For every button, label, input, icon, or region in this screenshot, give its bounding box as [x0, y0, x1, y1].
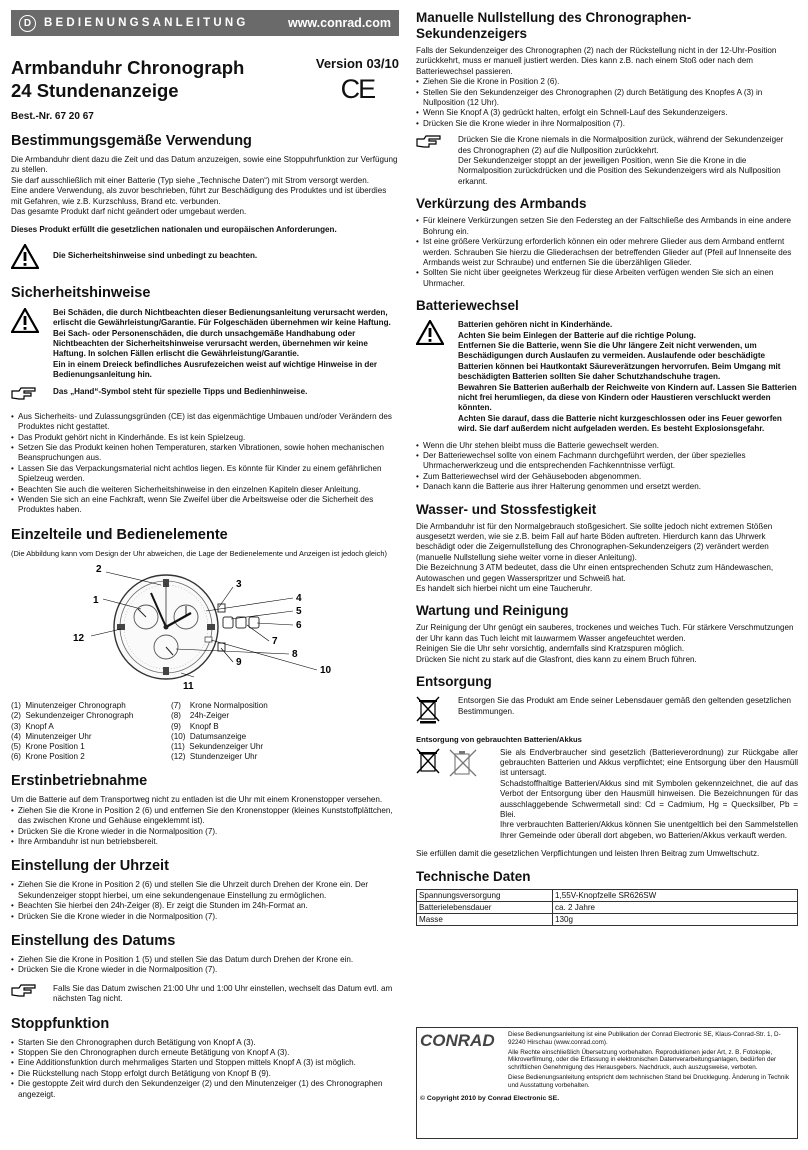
stop-heading: Stoppfunktion: [11, 1015, 110, 1032]
imprint-box: [416, 1027, 798, 1139]
callout-label: 11: [183, 681, 194, 693]
list-item: • Ihre Armbanduhr ist nun betriebsbereit.: [11, 837, 399, 847]
care-text: Zur Reinigung der Uhr genügt ein sauberes, trockenes und weiches Tuch. Für stärkere Verschmutzungen der Uhr kann das Tuch leicht mit lauwarmem Wasser angefeuchtet werden. Reinigen Sie die Uhr sehr vorsichtig, andernfalls sind Kratzspuren möglich. Drücken Sie nicht zu stark auf die Glasfront, dies kann zu einem Bruch führen.: [416, 623, 794, 664]
parts-heading: Einzelteile und Bedienelemente: [11, 526, 228, 543]
crossed-bin-icon: [416, 748, 440, 778]
language-badge: D: [19, 15, 36, 32]
header-bar: [11, 10, 399, 36]
list-item: • Das Produkt gehört nicht in Kinderhände. Es ist kein Spielzeug.: [11, 433, 399, 443]
list-item: • Ziehen Sie die Krone in Position 2 (6).: [416, 77, 798, 87]
list-item: • Lassen Sie das Verpackungsmaterial nicht achtlos liegen. Es könnte für Kinder zu einem gefährlichen Spielzeug werden.: [11, 464, 399, 485]
reset-list: [416, 77, 798, 129]
list-item: • Die gestoppte Zeit wird durch den Sekundenzeiger (2) und den Minutenzeiger (1) des Chronographen angezeigt.: [11, 1079, 399, 1100]
callout-label: 12: [73, 633, 85, 645]
battery-disposal-row: [416, 748, 798, 842]
battery-warning-text: Batterien gehören nicht in Kinderhände. Achten Sie beim Einlegen der Batterie auf die richtige Polung. Entfernen Sie die Batterie, wenn Sie die Uhr längere Zeit nicht verwenden, um Beschädigungen durch Auslaufen zu vermeiden. Auslaufende oder beschädigte Batterien können bei Hautkontakt Säureverätzungen hervorrufen. Beim Umgang mit beschädigten Batterien sollten Sie daher Schutzhandschuhe tragen. Bewahren Sie Batterien außerhalb der Reichweite von Kindern auf. Lassen Sie Batterien nicht frei herumliegen, da diese von Kindern oder Haustieren verschluckt werden könnten. Achten Sie darauf, dass die Batterie nicht kurzgeschlossen oder ins Feuer geworfen wird. Sie darf außerdem nicht aufgeladen werden. Es besteht Explosionsgefahr.: [458, 320, 797, 434]
reset-note: [416, 135, 798, 187]
crossed-battery-icon: [448, 748, 478, 778]
date-list: [11, 955, 399, 976]
tech-value: 1,55V-Knopfzelle SR626SW: [553, 889, 798, 901]
header-title: BEDIENUNGSANLEITUNG: [44, 17, 249, 29]
date-note: [11, 984, 399, 1005]
part-item: (8) 24h-Zeiger: [171, 711, 230, 721]
header-url[interactable]: www.conrad.com: [287, 16, 391, 30]
version-label: Version 03/10: [315, 56, 399, 71]
title-row: [11, 56, 399, 105]
disposal-icons: [416, 748, 500, 778]
table-row: [417, 901, 798, 913]
list-item: • Zum Batteriewechsel wird der Gehäuseboden abgenommen.: [416, 472, 798, 482]
parts-caption: (Die Abbildung kann vom Design der Uhr abweichen, die Lage der Bedienelemente und Anzeigen ist jedoch gleich): [11, 548, 387, 558]
copyright: © Copyright 2010 by Conrad Electronic SE.: [420, 1094, 560, 1102]
date-note-text: Falls Sie das Datum zwischen 21:00 Uhr und 1:00 Uhr einstellen, wechselt das Datum evtl. am nächsten Tag nicht.: [53, 983, 393, 1004]
start-text: Um die Batterie auf dem Transportweg nicht zu entladen ist die Uhr mit einem Kronenstopper versehen.: [11, 795, 383, 805]
callout-label: 8: [292, 649, 298, 661]
reset-heading: Manuelle Nullstellung des Chronographen-Sekundenzeigers: [416, 10, 692, 41]
part-item: (6) Krone Position 2: [11, 752, 85, 762]
list-item: • Drücken Sie die Krone wieder in ihre Normalposition (7).: [416, 119, 798, 129]
callout-label: 9: [236, 657, 242, 669]
list-item: • Der Batteriewechsel sollte von einem Fachmann durchgeführt werden, der über spezielles Uhrmacherwerkzeug und die entsprechenden Fachkenntnisse verfügt.: [416, 451, 798, 472]
usage-warning: [11, 244, 399, 274]
list-item: • Stoppen Sie den Chronographen durch erneute Betätigung von Knopf A (3).: [11, 1048, 399, 1058]
start-list: [11, 806, 399, 848]
usage-text: Die Armbanduhr dient dazu die Zeit und das Datum anzuzeigen, sowie eine Stoppuhrfunktion zur Verfügung zu stellen. Sie darf ausschließlich mit einer Batterie (Typ siehe „Technische Daten“) mit Strom versorgt werden. Eine andere Verwendung, als zuvor beschrieben, führt zur Beschädigung des Produktes und ist überdies mit Gefahren, wie z.B. Kurzschluss, Brand etc. verbunden. Das gesamte Produkt darf nicht geändert oder umgebaut werden.: [11, 155, 398, 217]
part-item: (4) Minutenzeiger Uhr: [11, 731, 92, 741]
pointing-hand-icon: [416, 135, 458, 154]
time-list: [11, 880, 399, 922]
time-heading: Einstellung der Uhrzeit: [11, 858, 169, 875]
list-item: • Eine Additionsfunktion durch mehrmaliges Starten und Stoppen mittels Knopf A (3) ist möglich.: [11, 1058, 399, 1068]
start-heading: Erstinbetriebnahme: [11, 773, 148, 790]
callout-label: 6: [296, 620, 302, 632]
warning-triangle-icon: [11, 244, 53, 274]
part-item: (9) Knopf B: [171, 721, 219, 731]
list-item: • Ziehen Sie die Krone in Position 2 (6) und stellen Sie die Uhrzeit durch Drehen der Krone ein. Der Sekundenzeiger stoppt hierbei, um eine sekundengenaue Einstellung zu ermöglichen.: [11, 880, 399, 901]
list-item: • Beachten Sie hierbei den 24h-Zeiger (8). Er zeigt die Stunden im 24h-Format an.: [11, 901, 399, 911]
tech-value: 130g: [553, 913, 798, 925]
part-item: (5) Krone Position 1: [11, 741, 85, 751]
disposal-row: [416, 696, 798, 729]
hand-note: [11, 387, 399, 406]
list-item: • Die Rückstellung nach Stopp erfolgt durch Betätigung von Knopf B (9).: [11, 1069, 399, 1079]
pointing-hand-icon: [11, 984, 53, 1003]
product-title-line2: 24 Stundenanzeige: [11, 80, 179, 101]
tech-value: ca. 2 Jahre: [553, 901, 798, 913]
water-text: Die Armbanduhr ist für den Normalgebrauch stoßgesichert. Sie sollte jedoch nicht extremen Stößen ausgesetzt werden, wie sie z.B. beim Fall auf harte Böden auftreten. Hierdurch kann das Uhrwerk beschädigt oder die Zeigernullstellung des Chronographen-Sekundenzeigers (2) verändert werden (manuelle Nullstellung siehe weiter vorne in dieser Anleitung). Die Bezeichnung 3 ATM bedeutet, dass die Uhr einen entsprechenden Schutz zum Händewaschen, Autowaschen und gegen Wasserspritzer und Schweiß hat. Es handelt sich hierbei nicht um eine Taucheruhr.: [416, 521, 774, 594]
tech-label: Masse: [417, 913, 553, 925]
battery-list: [416, 441, 798, 493]
strap-list: [416, 216, 798, 289]
part-item: (10) Datumsanzeige: [171, 731, 247, 741]
list-item: • Setzen Sie das Produkt keinen hohen Temperaturen, starken Vibrationen, sowie hohen mechanischen Beanspruchungen aus.: [11, 443, 399, 464]
list-item: • Wenn Sie Knopf A (3) gedrückt halten, erfolgt ein Schnell-Lauf des Sekundenzeigers.: [416, 108, 798, 118]
list-item: • Wenden Sie sich an eine Fachkraft, wenn Sie Zweifel über die Arbeitsweise oder die Sicherheit des Produktes haben.: [11, 495, 399, 516]
imprint-text: Diese Bedienungsanleitung entspricht dem technischen Stand bei Drucklegung. Änderung in Technik und Ausstattung vorbehalten.: [508, 1073, 789, 1089]
list-item: • Wenn die Uhr stehen bleibt muss die Batterie gewechselt werden.: [416, 441, 798, 451]
list-item: • Für kleinere Verkürzungen setzen Sie den Federsteg an der Faltschließe des Armbands in eine andere Bohrung ein.: [416, 216, 798, 237]
battery-heading: Batteriewechsel: [416, 298, 519, 314]
table-row: [417, 889, 798, 901]
watch-illustration: [11, 563, 399, 695]
disposal-text: Entsorgen Sie das Produkt am Ende seiner Lebensdauer gemäß den geltenden gesetzlichen Bestimmungen.: [458, 696, 791, 716]
battery-disposal-text: Sie als Endverbraucher sind gesetzlich (Batterieverordnung) zur Rückgabe aller gebrauchten Batterien und Akkus verpflichtet; eine Entsorgung über den Hausmüll ist untersagt. Schadstoffhaltige Batterien/Akkus sind mit Symbolen gekennzeichnet, die auf das Verbot der Entsorgung über den Hausmüll hinweisen. Die Bezeichnungen für das ausschlaggebende Schwermetall sind: Cd = Cadmium, Hg = Quecksilber, Pb = Blei. Ihre verbrauchten Batterien/Akkus können Sie unentgeltlich bei den Sammelstellen Ihrer Gemeinde oder überall dort abgeben, wo Batterien/Akkus verkauft werden.: [500, 747, 798, 840]
compliance-text: Dieses Produkt erfüllt die gesetzlichen nationalen und europäischen Anforderungen.: [11, 225, 337, 235]
safety-warning: [11, 308, 399, 381]
safety-warning-text: Bei Schäden, die durch Nichtbeachten dieser Bedienungsanleitung verursacht werden, erlischt die Gewährleistung/Garantie. Für Folgeschäden übernehmen wir keine Haftung. Bei Sach- oder Personenschäden, die durch unsachgemäße Handhabung oder Nichtbeachten der Sicherheitshinweise verursacht werden, übernehmen wir keine Haftung. In solchen Fällen erlischt die Gewährleistung/Garantie. Ein in einem Dreieck befindliches Ausrufezeichen weist auf wichtige Hinweise in der Bedienungsanleitung hin.: [53, 307, 391, 380]
part-item: (12) Stundenzeiger Uhr: [171, 752, 258, 762]
ce-mark: CE: [340, 74, 375, 104]
battery-warning: [416, 320, 798, 434]
list-item: • Ziehen Sie die Krone in Position 2 (6) und entfernen Sie den Kronenstopper (kleines Kunststoffplättchen, das zwischen Krone und Gehäuse eingeklemmt ist).: [11, 806, 399, 827]
stop-list: [11, 1038, 399, 1100]
strap-heading: Verkürzung des Armbands: [416, 196, 587, 212]
list-item: • Danach kann die Batterie aus ihrer Halterung genommen und ersetzt werden.: [416, 482, 798, 492]
callout-label: 10: [320, 665, 332, 677]
imprint-text: Diese Bedienungsanleitung ist eine Publikation der Conrad Electronic SE, Klaus-Conrad-Str. 1, D-92240 Hirschau (www.conrad.com).: [508, 1031, 781, 1046]
list-item: • Drücken Sie die Krone wieder in die Normalposition (7).: [11, 827, 399, 837]
part-item: (7) Krone Normalposition: [171, 701, 268, 711]
reset-note-text: Drücken Sie die Krone niemals in die Normalposition zurück, während der Sekundenzeiger des Chronographen (2) auf die Nullposition zurückkehrt. Der Sekundenzeiger stoppt an der jeweiligen Position, wenn Sie die Krone in die Normalposition zurückdrücken und die Position des Sekundenzeigers wird als Nullposition erkannt.: [458, 135, 784, 186]
part-item: (1) Minutenzeiger Chronograph: [11, 701, 126, 711]
tech-heading: Technische Daten: [416, 868, 531, 884]
list-item: • Starten Sie den Chronographen durch Betätigung von Knopf A (3).: [11, 1038, 399, 1048]
part-item: (3) Knopf A: [11, 721, 54, 731]
callout-label: 1: [93, 595, 99, 607]
disposal-heading: Entsorgung: [416, 674, 492, 690]
warning-triangle-icon: [416, 320, 458, 350]
usage-heading: Bestimmungsgemäße Verwendung: [11, 133, 252, 149]
right-column: [416, 10, 798, 926]
watch-diagram: [11, 563, 399, 695]
water-heading: Wasser- und Stossfestigkeit: [416, 501, 597, 517]
care-heading: Wartung und Reinigung: [416, 603, 569, 619]
date-heading: Einstellung des Datums: [11, 933, 176, 950]
usage-warning-text: Die Sicherheitshinweise sind unbedingt zu beachten.: [53, 250, 258, 260]
list-item: • Drücken Sie die Krone wieder in die Normalposition (7).: [11, 965, 399, 975]
list-item: • Stellen Sie den Sekundenzeiger des Chronographen (2) durch Betätigung des Knopfes A (3) in Nullposition (12 Uhr).: [416, 88, 798, 109]
pointing-hand-icon: [11, 387, 53, 406]
callout-label: 7: [272, 636, 278, 648]
tech-label: Batterielebensdauer: [417, 901, 553, 913]
product-title-line1: Armbanduhr Chronograph: [11, 57, 245, 78]
part-item: (2) Sekundenzeiger Chronograph: [11, 711, 134, 721]
warning-triangle-icon: [11, 308, 53, 338]
safety-list: [11, 412, 399, 516]
list-item: • Aus Sicherheits- und Zulassungsgründen (CE) ist das eigenmächtige Umbauen und/oder Verändern des Produktes nicht gestattet.: [11, 412, 399, 433]
tech-table: [416, 889, 798, 926]
table-row: [417, 913, 798, 925]
left-column: [11, 10, 399, 1100]
list-item: • Sollten Sie nicht über geeignetes Werkzeug für diese Arbeiten verfügen wenden Sie sich an einen Uhrmacher.: [416, 268, 798, 289]
watch-face: [114, 575, 218, 679]
hand-note-text: Das „Hand“-Symbol steht für spezielle Tipps und Bedienhinweise.: [53, 386, 308, 396]
list-item: • Ziehen Sie die Krone in Position 1 (5) und stellen Sie das Datum durch Drehen der Krone ein.: [11, 955, 399, 965]
reset-text: Falls der Sekundenzeiger des Chronographen (2) nach der Rückstellung nicht in der 12-Uhr-Position zurückkehrt, muss er manuell justiert werden. Dies kann z.B. nach einem Stoß oder nach dem Batteriewechsel passieren.: [416, 46, 777, 76]
crossed-bin-icon: [416, 696, 458, 729]
list-item: • Drücken Sie die Krone wieder in die Normalposition (7).: [11, 912, 399, 922]
imprint-text: Alle Rechte einschließlich Übersetzung vorbehalten. Reproduktionen jeder Art, z. B. Fotokopie, Mikroverfilmung, oder die Erfassung in elektronischen Datenverarbeitungsanlagen, bedürfen der schriftlichen Genehmigung des Herausgebers. Nachdruck, auch auszugsweise, verboten.: [508, 1048, 777, 1072]
callout-label: 5: [296, 606, 302, 618]
list-item: • Ist eine größere Verkürzung erforderlich können ein oder mehrere Glieder aus dem Armband entfernt werden. Schrauben Sie hierzu die Gliederachsen der betreffenden Glieder auf (Pfeil auf Innenseite des Armbands weist zur Schraube) und entfernen Sie die überzähligen Glieder.: [416, 237, 798, 268]
callout-label: 3: [236, 579, 242, 591]
parts-list: [11, 701, 399, 762]
battery-disposal-heading: Entsorgung von gebrauchten Batterien/Akkus: [416, 735, 582, 745]
callout-label: 4: [296, 593, 302, 605]
part-item: (11) Sekundenzeiger Uhr: [171, 741, 264, 751]
list-item: • Beachten Sie auch die weiteren Sicherheitshinweise in den einzelnen Kapiteln dieser Anleitung.: [11, 485, 399, 495]
order-number: Best.-Nr. 67 20 67: [11, 111, 94, 122]
callout-label: 2: [96, 564, 102, 576]
conrad-logo: CONRAD: [420, 1031, 495, 1050]
tech-label: Spannungsversorgung: [417, 889, 553, 901]
safety-heading: Sicherheitshinweise: [11, 284, 151, 301]
disposal-closing: Sie erfüllen damit die gesetzlichen Verpflichtungen und leisten Ihren Beitrag zum Umweltschutz.: [416, 849, 760, 859]
version-box: [316, 56, 399, 105]
